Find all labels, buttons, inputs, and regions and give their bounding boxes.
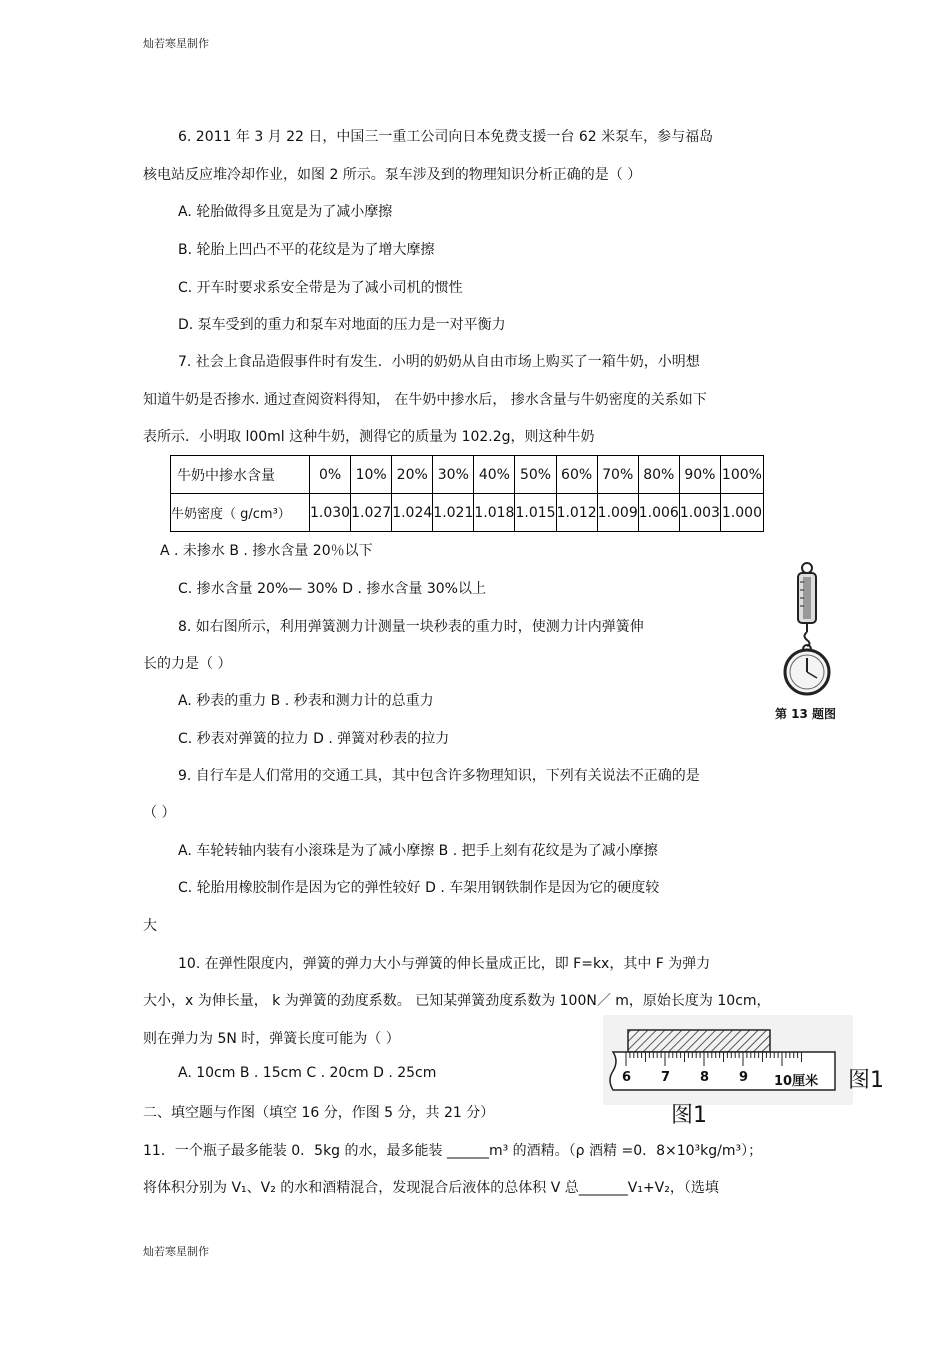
table-cell: 70% (597, 456, 638, 494)
table-cell: 1.009 (597, 494, 638, 532)
q7-options-cd: C. 掺水含量 20%— 30% D . 掺水含量 30%以上 (178, 581, 486, 597)
q11-line2: 将体积分别为 V₁、V₂ 的水和酒精混合，发现混合后液体的总体积 V 总_______V₁+V₂，（选填 (143, 1180, 719, 1196)
q11-line1: 11．一个瓶子最多能装 0．5kg 的水，最多能装 ______m³ 的酒精。（ρ 酒精 =0．8×10³kg/m³）； (143, 1143, 763, 1159)
table-cell: 1.006 (638, 494, 679, 532)
table-cell: 50% (515, 456, 556, 494)
table-cell: 20% (392, 456, 433, 494)
q9-line1: 9. 自行车是人们常用的交通工具，其中包含许多物理知识，下列有关说法不正确的是 (178, 768, 700, 784)
q8-options-cd: C. 秒表对弹簧的拉力 D . 弹簧对秒表的拉力 (178, 731, 450, 747)
table-cell: 1.030 (310, 494, 351, 532)
q6-option-b: B. 轮胎上凹凸不平的花纹是为了增大摩擦 (178, 242, 435, 258)
ruler-tick-8: 8 (700, 1070, 710, 1085)
table-cell: 1.003 (679, 494, 720, 532)
q7-line3: 表所示．小明取 l00ml 这种牛奶，测得它的质量为 102.2g，则这种牛奶 (143, 429, 595, 445)
table-cell: 40% (474, 456, 515, 494)
table-cell: 1.018 (474, 494, 515, 532)
q8-options-ab: A. 秒表的重力 B . 秒表和测力计的总重力 (178, 693, 434, 709)
table-row (171, 456, 764, 494)
q9-line-end: 大 (143, 918, 157, 934)
figure-caption: 第 13 题图 (775, 707, 837, 721)
spring-scale-figure (770, 560, 850, 725)
table-cell: 100% (720, 456, 763, 494)
q10-line2: 大小，x 为伸长量， k 为弹簧的劲度系数。 已知某弹簧劲度系数为 100N／ m，原始长度为 10cm， (143, 993, 771, 1009)
table-cell: 1.015 (515, 494, 556, 532)
table-row (171, 494, 764, 532)
table-cell: 1.012 (556, 494, 597, 532)
milk-density-table (170, 455, 764, 532)
q6-option-d: D. 泵车受到的重力和泵车对地面的压力是一对平衡力 (178, 317, 506, 333)
q6-option-a: A. 轮胎做得多且宽是为了减小摩擦 (178, 204, 393, 220)
page-footer: 灿若寒星制作 (143, 1245, 209, 1258)
q7-options-ab: A . 未掺水 B . 掺水含量 20％以下 (160, 543, 373, 559)
table-header-cell: 牛奶中掺水含量 (171, 456, 310, 494)
ruler-tick-9: 9 (739, 1070, 749, 1085)
ruler-tick-6: 6 (622, 1070, 632, 1085)
page-header: 灿若寒星制作 (143, 37, 209, 50)
table-cell: 1.000 (720, 494, 763, 532)
q10-line1: 10. 在弹性限度内，弹簧的弹力大小与弹簧的伸长量成正比，即 F=kx，其中 F 为弹力 (178, 956, 711, 972)
ruler-figure (603, 1015, 893, 1128)
ruler-tick-10: 10厘米 (774, 1074, 819, 1089)
q8-line2: 长的力是（ ） (143, 656, 232, 672)
table-header-cell: 牛奶密度（ g/cm³） (171, 494, 310, 532)
q7-line2: 知道牛奶是否掺水. 通过查阅资料得知， 在牛奶中掺水后， 掺水含量与牛奶密度的关系如下 (143, 392, 707, 408)
spring-scale-stopwatch-icon (770, 560, 850, 700)
q8-line1: 8. 如右图所示，利用弹簧测力计测量一块秒表的重力时，使测力计内弹簧伸 (178, 619, 644, 635)
ruler-tick-7: 7 (661, 1070, 671, 1085)
figure-label-side: 图1 (848, 1068, 884, 1093)
table-cell: 10% (351, 456, 392, 494)
table-cell: 60% (556, 456, 597, 494)
q9-options-cd: C. 轮胎用橡胶制作是因为它的弹性较好 D . 车架用钢铁制作是因为它的硬度较 (178, 880, 660, 896)
q6-line2: 核电站反应堆冷却作业，如图 2 所示。泵车涉及到的物理知识分析正确的是（ ） (143, 167, 642, 183)
q10-options: A. 10cm B . 15cm C . 20cm D . 25cm (178, 1065, 437, 1081)
table-cell: 1.024 (392, 494, 433, 532)
table-cell: 90% (679, 456, 720, 494)
table-cell: 80% (638, 456, 679, 494)
q9-options-ab: A. 车轮转轴内装有小滚珠是为了减小摩擦 B . 把手上刻有花纹是为了减小摩擦 (178, 843, 658, 859)
figure-label-below: 图1 (671, 1103, 707, 1128)
table-cell: 1.021 (433, 494, 474, 532)
q6-line1: 6. 2011 年 3 月 22 日，中国三一重工公司向日本免费支援一台 62 米泵车，参与福岛 (178, 129, 714, 145)
q7-line1: 7. 社会上食品造假事件时有发生．小明的奶奶从自由市场上购买了一箱牛奶，小明想 (178, 354, 700, 370)
section-heading: 二、填空题与作图（填空 16 分，作图 5 分，共 21 分） (143, 1105, 495, 1121)
table-cell: 0% (310, 456, 351, 494)
table-cell: 1.027 (351, 494, 392, 532)
q6-option-c: C. 开车时要求系安全带是为了减小司机的惯性 (178, 280, 463, 296)
q9-line2: （ ） (143, 805, 176, 821)
q10-line3: 则在弹力为 5N 时，弹簧长度可能为（ ） (143, 1031, 400, 1047)
table-cell: 30% (433, 456, 474, 494)
